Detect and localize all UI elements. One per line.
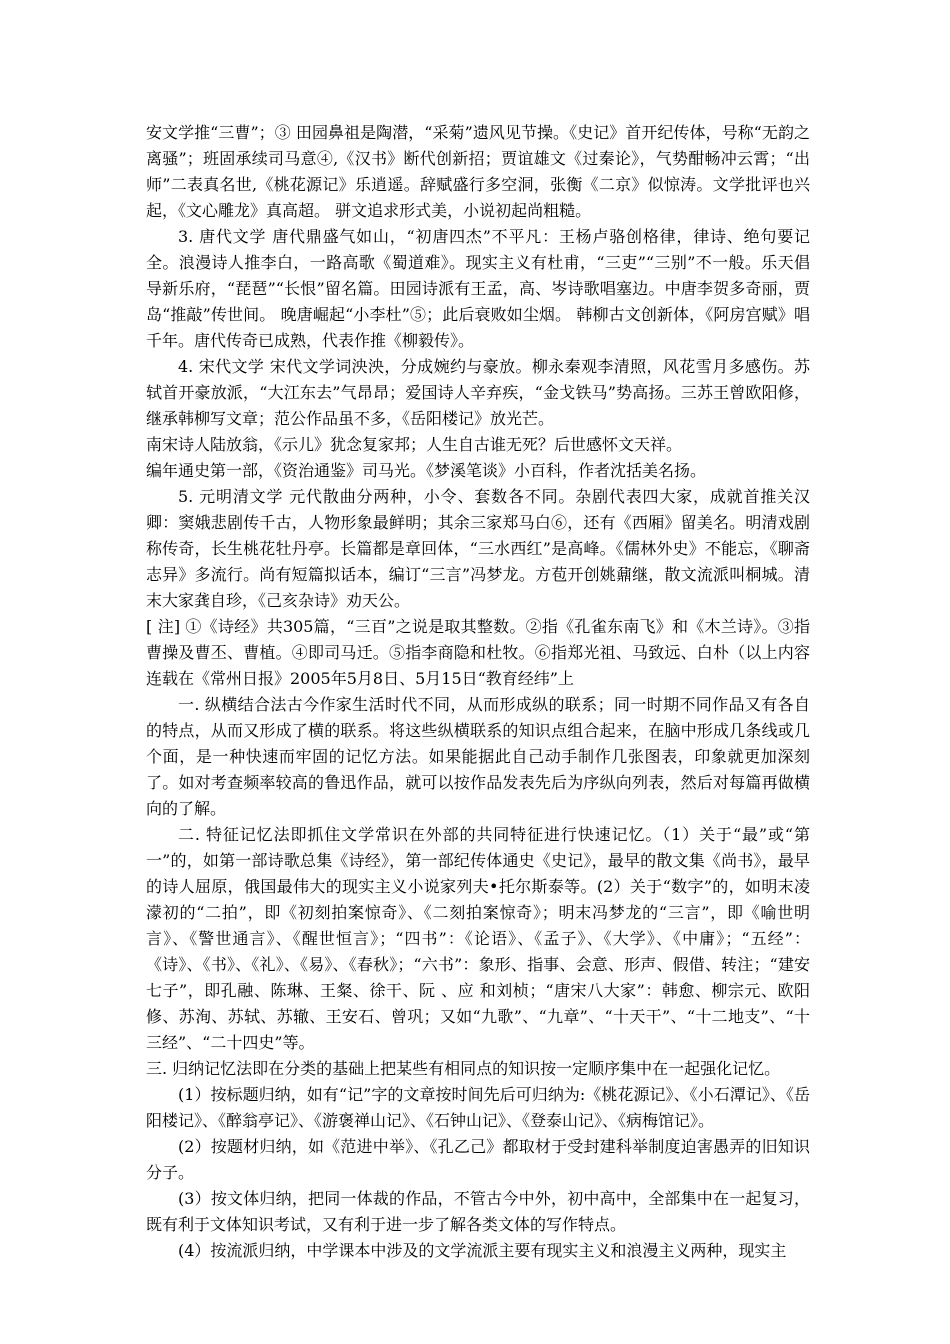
- paragraph-chronicle-history: 编年通史第一部，《资治通鉴》司马光。《梦溪笔谈》小百科，作者沈括美名扬。: [146, 461, 707, 480]
- paragraph-song-literature: 4. 宋代文学 宋代文学词泱泱，分成婉约与豪放。柳永秦观李清照，风花雪月多感伤。苏轼首开豪放派，“大江东去”气昂昂；爱国诗人辛弃疾，“金戈铁马”势高扬。三苏王曾欧阳修，继承韩柳写文章；范公作品虽不多，《岳阳楼记》放光芒。: [146, 357, 810, 428]
- paragraph-method-3-item-3: (3）按文体归纳，把同一体裁的作品，不管古今中外，初中高中，全部集中在一起复习，既有利于文体知识考试，又有利于进一步了解各类文体的写作特点。: [146, 1189, 810, 1234]
- paragraph-yuan-ming-qing: 5. 元明清文学 元代散曲分两种，小令、套数各不同。杂剧代表四大家，成就首推关汉卿：窦娥悲剧传千古，人物形象最鲜明；其余三家郑马白⑥，还有《西厢》留美名。明清戏剧称传奇，长生桃花牡丹亭。长篇都是章回体，“三水西红”是高峰。《儒林外史》不能忘，《聊斋志异》多流行。尚有短篇拟话本，编订“三言”冯梦龙。方苞开创姚鼐继，散文流派叫桐城。清末大家龚自珍，《己亥杂诗》劝天公。: [146, 487, 810, 610]
- paragraph-method-3-item-2: (2）按题材归纳，如《范进中举》、《孔乙己》都取材于受封建科举制度迫害愚弄的旧知识分子。: [146, 1137, 810, 1182]
- document-body: [146, 120, 810, 1264]
- paragraph-method-1: 一. 纵横结合法古今作家生活时代不同，从而形成纵的联系；同一时期不同作品又有各自的特点，从而又形成了横的联系。将这些纵横联系的知识点组合起来，在脑中形成几条线或几个面，是一种快速而牢固的记忆方法。如果能据此自己动手制作几张图表，印象就更加深刻了。如对考查频率较高的鲁迅作品，就可以按作品发表先后为序纵向列表，然后对每篇再做横向的了解。: [146, 695, 810, 818]
- paragraph-method-3-item-1: (1）按标题归纳，如有“记”字的文章按时间先后可归纳为:《桃花源记》、《小石潭记》、《岳阳楼记》、《醉翁亭记》、《游褒禅山记》、《石钟山记》、《登泰山记》、《病梅馆记》。: [146, 1085, 810, 1130]
- paragraph-method-3: 三. 归纳记忆法即在分类的基础上把某些有相同点的知识按一定顺序集中在一起强化记忆。: [146, 1059, 781, 1078]
- paragraph-tang-literature: 3. 唐代文学 唐代鼎盛气如山，“初唐四杰”不平凡：王杨卢骆创格律，律诗、绝句要记全。浪漫诗人推李白，一路高歌《蜀道难》。现实主义有杜甫，“三吏”“三别”不一般。乐天倡导新乐府，“琵琶”“长恨”留名篇。田园诗派有王孟，高、岑诗歌唱塞边。中唐李贺多奇丽，贾岛“推敲”传世间。 晚唐崛起“小李杜”⑤；此后衰败如尘烟。 韩柳古文创新体，《阿房宫赋》唱千年。唐代传奇已成熟，代表作推《柳毅传》。: [146, 227, 810, 350]
- paragraph-method-3-item-4: (4）按流派归纳，中学课本中涉及的文学流派主要有现实主义和浪漫主义两种，现实主: [178, 1241, 787, 1260]
- paragraph-han-literature: 安文学推“三曹”；③ 田园鼻祖是陶潜，“采菊”遗风见节操。《史记》首开纪传体，号称“无韵之离骚”；班固承续司马意④,《汉书》断代创新招；贾谊雄文《过秦论》，气势酣畅冲云霄；“出师”二表真名世,《桃花源记》乐逍遥。辞赋盛行多空洞，张衡《二京》似惊涛。文学批评也兴起，《文心雕龙》真高超。 骈文追求形式美，小说初起尚粗糙。: [146, 123, 810, 220]
- paragraph-southern-song: 南宋诗人陆放翁，《示儿》犹念复家邦；人生自古谁无死？后世感怀文天祥。: [146, 435, 683, 454]
- paragraph-method-2: 二. 特征记忆法即抓住文学常识在外部的共同特征进行快速记忆。（1）关于“最”或“第一”的，如第一部诗歌总集《诗经》，第一部纪传体通史《史记》，最早的散文集《尚书》，最早的诗人屈原，俄国最伟大的现实主义小说家列夫•托尔斯泰等。(2）关于“数字”的，如明末凌濛初的“二拍”，即《初刻拍案惊奇》、《二刻拍案惊奇》；明末冯梦龙的“三言”，即《喻世明言》、《警世通言》、《醒世恒言》；“四书”：《论语》、《孟子》、《大学》、《中庸》；“五经”：《诗》、《书》、《礼》、《易》、《春秋》；“六书”：象形、指事、会意、形声、假借、转注；“建安七子”，即孔融、陈琳、王粲、徐干、阮 、应 和刘桢；“唐宋八大家”：韩愈、柳宗元、欧阳修、苏洵、苏轼、苏辙、王安石、曾巩；又如“九歌”、“九章”、“十天干”、“十二地支”、“十三经”、“二十四史”等。: [146, 825, 810, 1052]
- paragraph-notes: [ 注] ①《诗经》共305篇，“三百”之说是取其整数。②指《孔雀东南飞》和《木兰诗》。③指曹操及曹丕、曹植。④即司马迁。⑤指李商隐和杜牧。⑥指郑光祖、马致远、白朴（以上内容连载在《常州日报》2005年5月8日、5月15日“教育经纬”上: [146, 617, 810, 688]
